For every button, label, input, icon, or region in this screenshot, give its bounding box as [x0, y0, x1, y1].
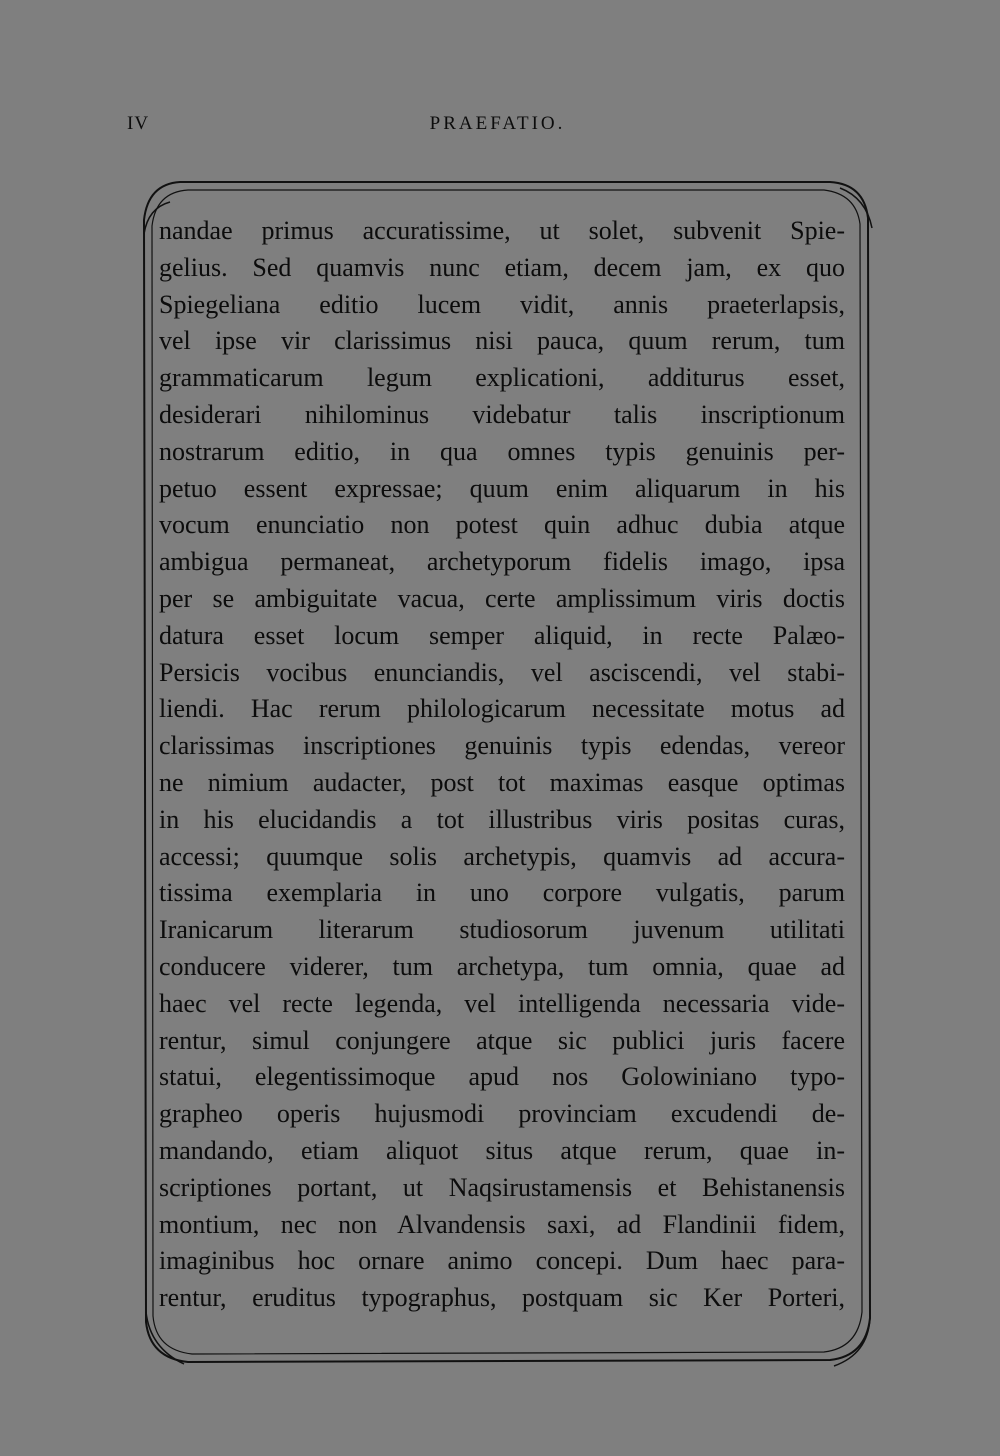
- text-line: montium, nec non Alvandensis saxi, ad Flandinii fidem,: [159, 1209, 845, 1239]
- text-line: Spiegeliana editio lucem vidit, annis praeterlapsis,: [159, 289, 845, 319]
- text-line: clarissimas inscriptiones genuinis typis edendas, vereor: [159, 731, 845, 761]
- text-line: accessi; quumque solis archetypis, quamvis ad accura-: [159, 841, 845, 871]
- text-line: imaginibus hoc ornare animo concepi. Dum haec para-: [159, 1246, 845, 1276]
- text-line: mandando, etiam aliquot situs atque rerum, quae in-: [159, 1135, 845, 1165]
- page-number: IV: [127, 113, 150, 134]
- text-line: in his elucidandis a tot illustribus viris positas curas,: [159, 804, 845, 834]
- text-line: Iranicarum literarum studiosorum juvenum utilitati: [159, 915, 845, 945]
- text-line: rentur, eruditus typographus, postquam sic Ker Porteri,: [159, 1283, 845, 1313]
- text-line: gelius. Sed quamvis nunc etiam, decem jam, ex quo: [159, 252, 845, 282]
- text-line: datura esset locum semper aliquid, in recte Palæo-: [159, 620, 845, 650]
- text-line: vel ipse vir clarissimus nisi pauca, quum rerum, tum: [159, 326, 845, 356]
- text-line: tissima exemplaria in uno corpore vulgatis, parum: [159, 878, 845, 908]
- text-line: nandae primus accuratissime, ut solet, subvenit Spie-: [159, 216, 845, 245]
- text-line: ambigua permaneat, archetyporum fidelis imago, ipsa: [159, 547, 845, 577]
- text-line: grammaticarum legum explicationi, additurus esset,: [159, 363, 845, 393]
- text-line: Persicis vocibus enunciandis, vel asciscendi, vel stabi-: [159, 657, 845, 687]
- text-line: ne nimium audacter, post tot maximas easque optimas: [159, 767, 845, 797]
- text-line: rentur, simul conjungere atque sic publici juris facere: [159, 1025, 845, 1055]
- text-line: nostrarum editio, in qua omnes typis genuinis per-: [159, 436, 845, 466]
- text-line: vocum enunciatio non potest quin adhuc dubia atque: [159, 510, 845, 540]
- text-line: liendi. Hac rerum philologicarum necessitate motus ad: [159, 694, 845, 724]
- text-line: statui, elegentissimoque apud nos Golowiniano typo-: [159, 1062, 845, 1092]
- running-title: PRAEFATIO.: [429, 113, 566, 134]
- text-line: per se ambiguitate vacua, certe amplissimum viris doctis: [159, 583, 845, 613]
- text-line: desiderari nihilominus videbatur talis inscriptionum: [159, 399, 845, 429]
- text-line: petuo essent expressae; quum enim aliquarum in his: [159, 473, 845, 503]
- text-line: grapheo operis hujusmodi provinciam excudendi de-: [159, 1099, 845, 1129]
- text-line: scriptiones portant, ut Naqsirustamensis et Behistanensis: [159, 1172, 845, 1202]
- text-line: haec vel recte legenda, vel intelligenda necessaria vide-: [159, 988, 845, 1018]
- body-text: [159, 213, 845, 1317]
- text-line: conducere viderer, tum archetypa, tum omnia, quae ad: [159, 951, 845, 981]
